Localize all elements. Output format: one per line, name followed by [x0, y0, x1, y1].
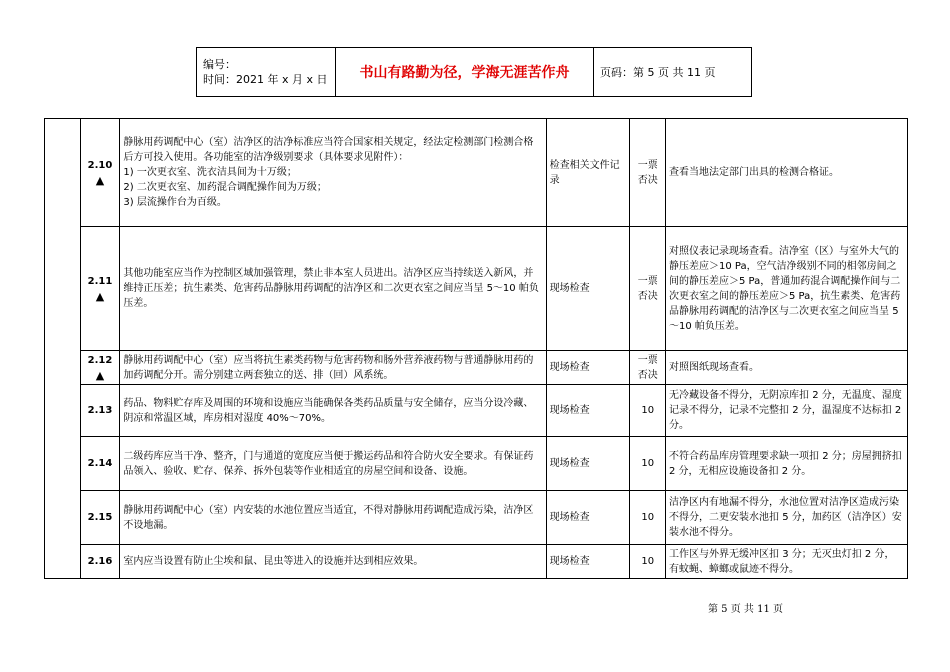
scoring-criteria: 查看当地法定部门出具的检测合格证。: [666, 119, 908, 227]
item-number: 2.10: [87, 159, 113, 171]
score: 10: [630, 491, 666, 545]
requirement-text: 静脉用药调配中心（室）应当将抗生素类药物与危害药物和肠外营养液药物与普通静脉用药的加药调配分开。需分别建立两套独立的送、排（回）风系统。: [120, 351, 546, 385]
item-number: 2.11: [87, 275, 113, 287]
requirement-text: 其他功能室应当作为控制区域加强管理，禁止非本室人员进出。洁净区应当持续送入新风，并维持正压差；抗生素类、危害药品静脉用药调配的洁净区和二次更衣室之间应当呈 5～10 帕负压差。: [120, 227, 546, 351]
requirement-text: 1) 一次更衣室、洗衣洁具间为十万级；: [123, 167, 297, 178]
item-number-cell: [80, 491, 120, 545]
inspection-method: 现场检查: [546, 491, 630, 545]
requirement-text: 3) 层流操作台为百级。: [123, 197, 227, 208]
item-number-cell: [80, 119, 120, 227]
scoring-criteria: 对照图纸现场查看。: [666, 351, 908, 385]
requirement-text: 药品、物料贮存库及周围的环境和设施应当能确保各类药品质量与安全储存，应当分设冷藏、阴凉和常温区域，库房相对湿度 40%～70%。: [120, 385, 546, 437]
scoring-criteria: 洁净区内有地漏不得分，水池位置对洁净区造成污染不得分，二更安装水池扣 5 分，加药区（洁净区）安装水池不得分。: [666, 491, 908, 545]
item-number: 2.14: [87, 458, 113, 469]
header-motto: 书山有路勤为径，学海无涯苦作舟: [335, 48, 593, 97]
key-item-marker: ▲: [95, 368, 105, 382]
category-cell: [45, 119, 81, 579]
inspection-method: 检查相关文件记录: [546, 119, 630, 227]
requirement-text: 静脉用药调配中心（室）内安装的水池位置应当适宜，不得对静脉用药调配造成污染，洁净区不设地漏。: [120, 491, 546, 545]
table-row: [45, 491, 908, 545]
requirement-text: 静脉用药调配中心（室）洁净区的洁净标准应当符合国家相关规定，经法定检测部门检测合格后方可投入使用。各功能室的洁净级别要求（具体要求见附件）：: [123, 137, 534, 163]
inspection-method: 现场检查: [546, 227, 630, 351]
score: 10: [630, 385, 666, 437]
item-number: 2.16: [87, 556, 113, 567]
score: 一票否决: [630, 351, 666, 385]
item-number-cell: [80, 227, 120, 351]
requirement-cell: [120, 119, 546, 227]
item-number: 2.12: [87, 354, 113, 366]
inspection-method: 现场检查: [546, 437, 630, 491]
table-row: [45, 227, 908, 351]
header-page-number: 页码：第 5 页 共 11 页: [594, 48, 752, 97]
scoring-criteria: 对照仪表记录现场查看。洁净室（区）与室外大气的静压差应＞10 Pa，空气洁净级别不同的相邻房间之间的静压差应＞5 Pa，普通加药混合调配操作间与二次更衣室之间的静压差应＞5 Pa，抗生素类、危害药品静脉用药调配的洁净区与二次更衣室之间应当呈 5～10 帕负压差。: [666, 227, 908, 351]
document-code-label: 编号：: [203, 58, 236, 71]
key-item-marker: ▲: [95, 289, 105, 303]
item-number: 2.13: [87, 405, 113, 416]
requirement-text: 二级药库应当干净、整齐，门与通道的宽度应当便于搬运药品和符合防火安全要求。有保证药品领入、验收、贮存、保养、拆外包装等作业相适宜的房屋空间和设备、设施。: [120, 437, 546, 491]
table-row: [45, 351, 908, 385]
inspection-table: [44, 118, 908, 579]
scoring-criteria: 无冷藏设备不得分，无阴凉库扣 2 分，无温度、湿度记录不得分，记录不完整扣 2 分，温湿度不达标扣 2 分。: [666, 385, 908, 437]
item-number-cell: [80, 385, 120, 437]
table-row: [45, 437, 908, 491]
item-number-cell: [80, 545, 120, 579]
page-footer: 第 5 页 共 11 页: [708, 604, 783, 615]
inspection-method: 现场检查: [546, 351, 630, 385]
item-number-cell: [80, 351, 120, 385]
table-row: [45, 385, 908, 437]
document-header: [196, 47, 752, 97]
requirement-text: 2) 二次更衣室、加药混合调配操作间为万级；: [123, 182, 327, 193]
score: 一票否决: [630, 227, 666, 351]
score: 10: [630, 545, 666, 579]
table-row: [45, 119, 908, 227]
inspection-method: 现场检查: [546, 545, 630, 579]
item-number: 2.15: [87, 512, 113, 523]
item-number-cell: [80, 437, 120, 491]
score: 10: [630, 437, 666, 491]
header-meta: [197, 48, 336, 97]
scoring-criteria: 工作区与外界无缓冲区扣 3 分；无灭虫灯扣 2 分，有蚊蝇、蟑螂或鼠迹不得分。: [666, 545, 908, 579]
requirement-text: 室内应当设置有防止尘埃和鼠、昆虫等进入的设施并达到相应效果。: [120, 545, 546, 579]
table-row: [45, 545, 908, 579]
inspection-method: 现场检查: [546, 385, 630, 437]
key-item-marker: ▲: [95, 173, 105, 187]
score: 一票否决: [630, 119, 666, 227]
document-date: 时间：2021 年 x 月 x 日: [203, 73, 328, 86]
scoring-criteria: 不符合药品库房管理要求缺一项扣 2 分；房屋拥挤扣 2 分，无相应设施设备扣 2 分。: [666, 437, 908, 491]
